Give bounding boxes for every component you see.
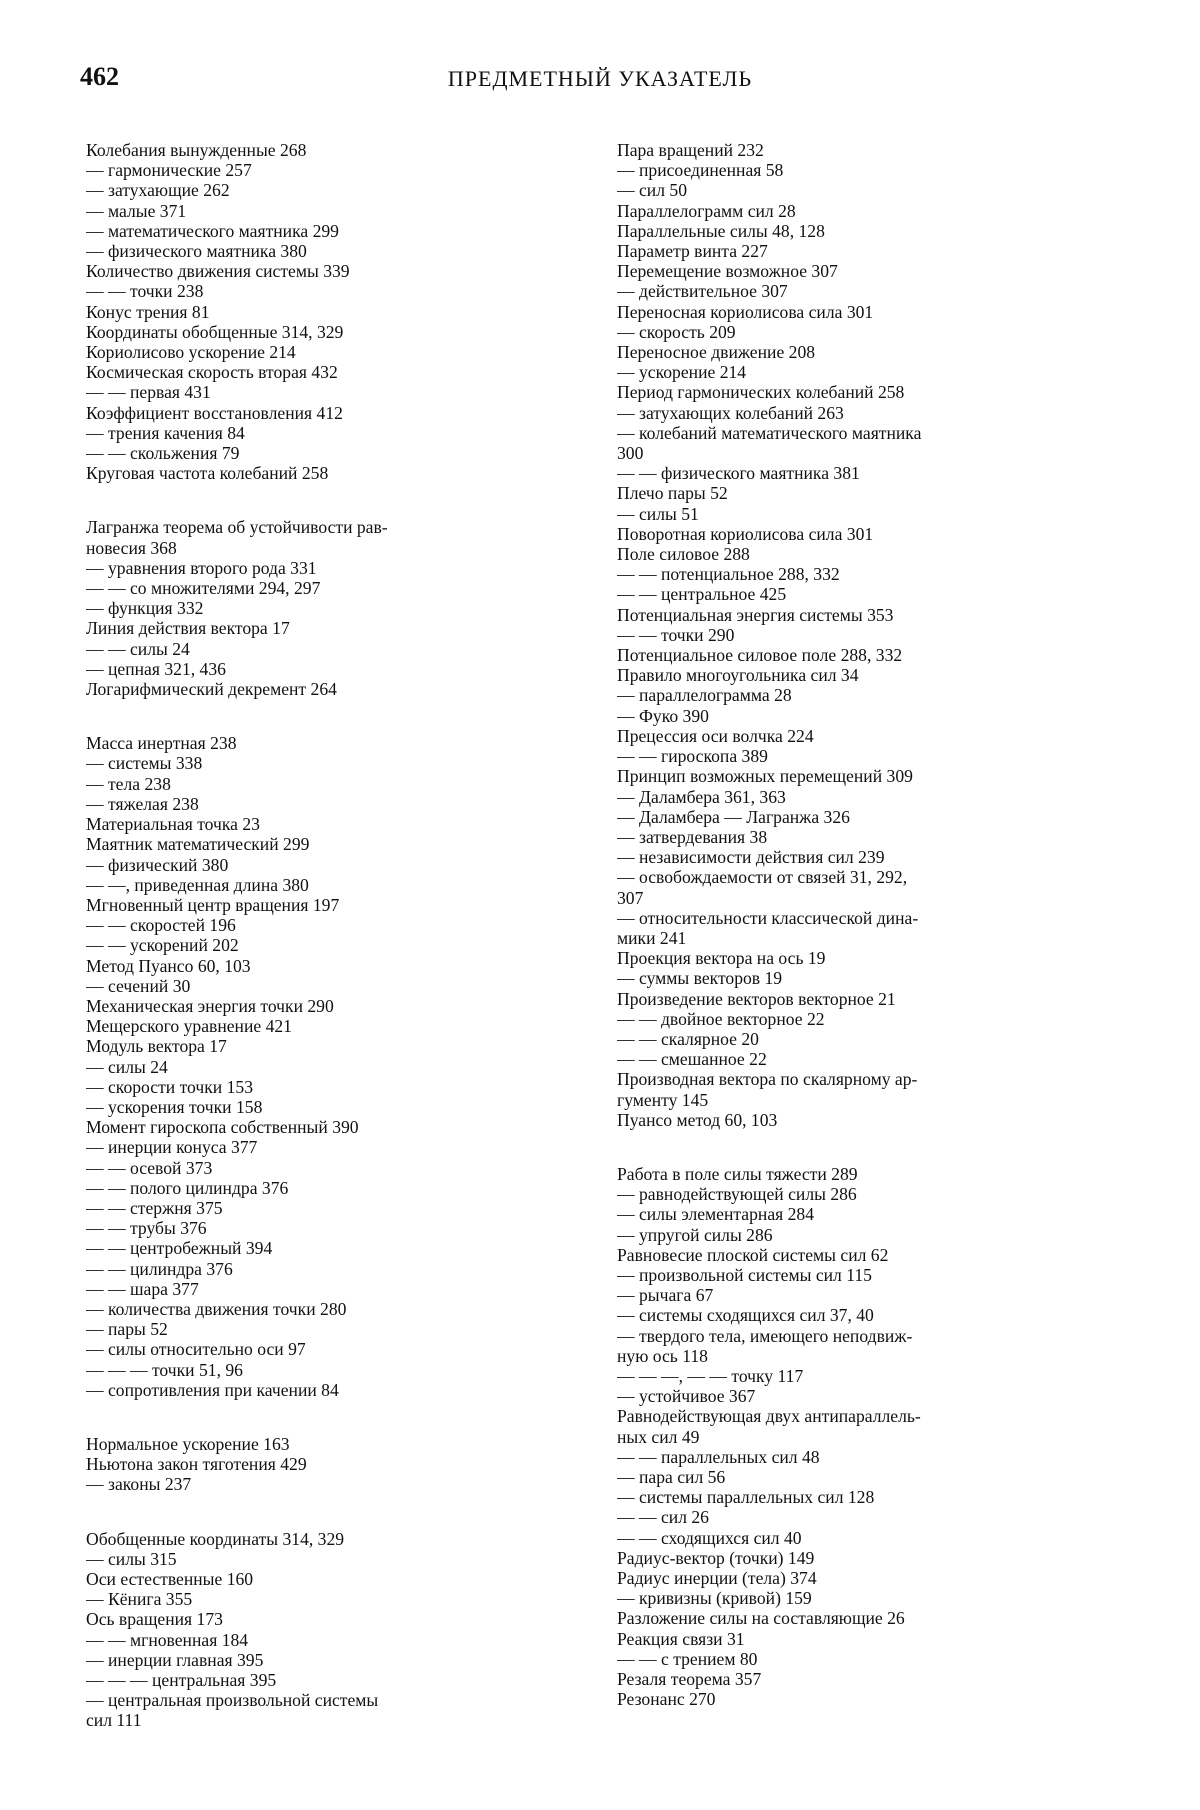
index-entry: Координаты обобщенные 314, 329 [86,321,344,342]
index-entry: Перемещение возможное 307 [617,261,838,282]
index-entry: — затвердевания 38 [617,826,768,847]
index-entry: — уравнения второго рода 331 [86,557,317,578]
index-entry: — цепная 321, 436 [86,658,226,679]
index-entry: — Фуко 390 [617,705,709,726]
index-entry: — — ускорений 202 [86,935,239,956]
index-entry: — — с трением 80 [617,1648,758,1669]
index-entry: Работа в поле силы тяжести 289 [617,1163,858,1184]
section-gap [86,1400,578,1434]
index-entry: Мещерского уравнение 421 [86,1016,292,1037]
section-gap [86,483,578,517]
index-section [86,733,578,1400]
index-entry: — — полого цилиндра 376 [86,1177,289,1198]
index-entry: Мгновенный центр вращения 197 [86,894,340,915]
index-entry: Прецессия оси волчка 224 [617,725,814,746]
index-column-left [86,140,578,1731]
index-entry: — — центральное 425 [617,584,787,605]
index-entry: — сечений 30 [86,975,191,996]
index-entry: Нормальное ускорение 163 [86,1433,290,1454]
index-entry: новесия 368 [86,537,177,558]
index-entry: Переносная кориолисова сила 301 [617,301,874,322]
index-entry: — —, приведенная длина 380 [86,874,309,895]
index-entry: — затухающих колебаний 263 [617,402,844,423]
index-entry: — тяжелая 238 [86,793,199,814]
index-entry: — присоединенная 58 [617,160,784,181]
index-entry: — рычага 67 [617,1285,714,1306]
index-entry: Логарифмический декремент 264 [86,679,337,700]
index-entry: Пуансо метод 60, 103 [617,1109,778,1130]
index-entry: Ньютона закон тяготения 429 [86,1454,307,1475]
index-entry: Равновесие плоской системы сил 62 [617,1244,889,1265]
index-entry: — силы 51 [617,503,699,524]
index-entry: — — точки 238 [86,281,204,302]
index-entry: — гармонические 257 [86,160,252,181]
index-entry: Поле силовое 288 [617,544,750,565]
index-entry: — пара сил 56 [617,1467,726,1487]
index-entry: — силы относительно оси 97 [86,1339,306,1360]
index-entry: — силы 24 [86,1056,168,1077]
index-entry: — центральная произвольной системы [86,1690,379,1711]
index-entry: — системы сходящихся сил 37, 40 [617,1305,874,1326]
index-entry: Резаля теорема 357 [617,1669,762,1690]
index-entry: Модуль вектора 17 [86,1036,227,1057]
index-entry: Разложение силы на составляющие 26 [617,1608,905,1629]
index-entry: — — параллельных сил 48 [617,1446,820,1467]
index-entry: Реакция связи 31 [617,1628,745,1649]
section-gap [86,699,578,733]
index-entry: — — сходящихся сил 40 [617,1527,802,1548]
index-entry: Круговая частота колебаний 258 [86,463,329,484]
index-entry: Материальная точка 23 [86,814,260,835]
index-entry: — произвольной системы сил 115 [617,1264,872,1285]
index-entry: — — первая 431 [86,382,211,403]
index-entry: Потенциальная энергия системы 353 [617,604,894,625]
index-entry: — математического маятника 299 [86,220,339,241]
index-entry: — Даламбера 361, 363 [617,786,786,807]
index-entry: — законы 237 [86,1474,192,1495]
index-entry: — тела 238 [86,773,171,794]
index-entry: — — центробежный 394 [86,1238,273,1259]
index-entry: — Кёнига 355 [86,1589,193,1610]
index-entry: — — — центральная 395 [86,1670,277,1691]
page-number: 462 [80,62,119,91]
index-entry: — — двойное векторное 22 [617,1008,825,1029]
index-entry: Принцип возможных перемещений 309 [617,766,913,787]
index-entry: — твердого тела, имеющего неподвиж- [617,1325,913,1346]
index-entry: Параллельные силы 48, 128 [617,220,825,241]
index-entry: Произведение векторов векторное 21 [617,988,896,1009]
index-entry: — — скоростей 196 [86,915,236,936]
index-entry: — кривизны (кривой) 159 [617,1588,812,1609]
index-entry: 300 [617,443,644,464]
index-entry: — — цилиндра 376 [86,1258,233,1279]
index-entry: Потенциальное силовое поле 288, 332 [617,645,903,666]
section-gap [617,1130,1115,1164]
index-entry: Метод Пуансо 60, 103 [86,955,251,976]
index-entry: — — со множителями 294, 297 [86,578,321,599]
index-entry: — ускорения точки 158 [86,1096,263,1117]
index-entry: — малые 371 [86,200,187,221]
index-entry: Конус трения 81 [86,301,210,322]
index-entry: — системы параллельных сил 128 [617,1487,875,1508]
index-entry: Равнодействующая двух антипараллель- [617,1406,921,1427]
index-entry: — параллелограмма 28 [617,685,792,706]
index-entry: Ось вращения 173 [86,1609,223,1630]
index-entry: — пары 52 [86,1319,168,1340]
index-entry: Кориолисово ускорение 214 [86,342,296,363]
index-entry: — скорость 209 [617,321,736,342]
index-entry: — действительное 307 [617,281,788,302]
index-section [617,140,1115,1130]
index-entry: Лагранжа теорема об устойчивости рав- [86,517,388,538]
index-entry: Радиус-вектор (точки) 149 [617,1547,815,1568]
index-section [86,140,578,483]
index-entry: Линия действия вектора 17 [86,618,290,639]
index-entry: 307 [617,887,644,908]
index-entry: — — сил 26 [617,1507,709,1528]
index-entry: — устойчивое 367 [617,1386,756,1407]
index-entry: Коэффициент восстановления 412 [86,402,343,423]
index-entry: — упругой силы 286 [617,1224,773,1245]
index-entry: — — смешанное 22 [617,1049,767,1070]
section-gap [86,1495,578,1529]
index-entry: — Даламбера — Лагранжа 326 [617,806,850,827]
index-entry: — инерции главная 395 [86,1649,264,1670]
index-entry: Поворотная кориолисова сила 301 [617,523,874,544]
index-entry: Переносное движение 208 [617,342,816,363]
index-entry: Обобщенные координаты 314, 329 [86,1528,345,1549]
index-section [617,1164,1115,1709]
index-entry: Количество движения системы 339 [86,261,350,282]
index-entry: — функция 332 [86,598,204,619]
index-entry: — независимости действия сил 239 [617,847,885,868]
index-section [86,517,578,699]
index-entry: — инерции конуса 377 [86,1137,258,1158]
index-entry: Пара вращений 232 [617,140,764,160]
index-entry: — равнодействующей силы 286 [617,1184,857,1205]
index-entry: Проекция вектора на ось 19 [617,948,826,969]
index-entry: Производная вектора по скалярному ар- [617,1069,918,1090]
page-title: ПРЕДМЕТНЫЙ УКАЗАТЕЛЬ [447,66,753,91]
index-entry: — — скалярное 20 [617,1028,759,1049]
index-entry: — количества движения точки 280 [86,1298,347,1319]
index-entry: — затухающие 262 [86,180,230,201]
index-entry: — — силы 24 [86,638,190,659]
index-entry: — — потенциальное 288, 332 [617,564,840,585]
index-entry: Колебания вынужденные 268 [86,140,307,160]
index-entry: — скорости точки 153 [86,1076,253,1097]
index-entry: гументу 145 [617,1089,709,1110]
index-entry: — физического маятника 380 [86,241,307,262]
index-entry: — физический 380 [86,854,229,875]
index-entry: мики 241 [617,927,687,948]
index-entry: — — точки 290 [617,624,735,645]
index-section [86,1434,578,1495]
index-entry: — силы элементарная 284 [617,1204,815,1225]
index-entry: Космическая скорость вторая 432 [86,362,338,383]
index-entry: — — мгновенная 184 [86,1629,249,1650]
index-entry: Параметр винта 227 [617,241,768,262]
index-entry: — относительности классической дина- [617,907,919,928]
index-entry: — — стержня 375 [86,1197,223,1218]
index-entry: — суммы векторов 19 [617,968,783,989]
index-entry: — сил 50 [617,180,687,201]
index-entry: — системы 338 [86,753,203,774]
index-entry: ных сил 49 [617,1426,700,1447]
index-entry: Механическая энергия точки 290 [86,995,334,1016]
index-entry: Момент гироскопа собственный 390 [86,1117,359,1138]
index-entry: Параллелограмм сил 28 [617,200,796,221]
index-entry: — — — точки 51, 96 [86,1359,243,1380]
index-entry: Радиус инерции (тела) 374 [617,1568,817,1589]
index-entry: — — гироскопа 389 [617,746,768,767]
index-entry: Резонанс 270 [617,1689,716,1710]
index-entry: Правило многоугольника сил 34 [617,665,859,686]
index-entry: — колебаний математического маятника [617,422,922,443]
index-entry: — — трубы 376 [86,1218,207,1239]
index-entry: — — шара 377 [86,1278,199,1299]
index-entry: сил 111 [86,1710,142,1731]
index-entry: — — физического маятника 381 [617,463,860,484]
index-entry: Маятник математический 299 [86,834,310,855]
index-entry: Плечо пары 52 [617,483,728,504]
index-entry: — ускорение 214 [617,362,747,383]
index-column-right [617,140,1115,1709]
index-entry: Оси естественные 160 [86,1569,254,1589]
index-section [86,1529,578,1731]
index-entry: — сопротивления при качении 84 [86,1379,339,1400]
index-entry: Масса инертная 238 [86,733,237,754]
index-entry: — силы 315 [86,1548,177,1569]
index-entry: Период гармонических колебаний 258 [617,382,905,403]
index-entry: — освобождаемости от связей 31, 292, [617,867,908,888]
index-entry: — трения качения 84 [86,422,245,443]
index-entry: — — скольжения 79 [86,443,240,464]
index-entry: — — —, — — точку 117 [617,1365,804,1386]
index-entry: — — осевой 373 [86,1157,213,1178]
index-entry: ную ось 118 [617,1345,708,1366]
